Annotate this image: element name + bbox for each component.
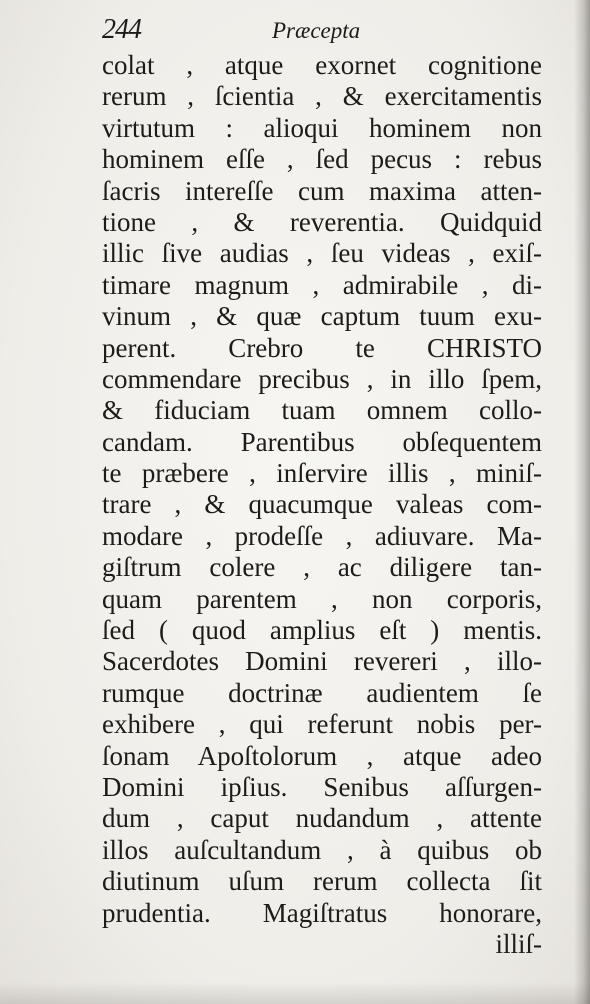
page-bottom-shadow [0,982,590,1004]
text-line: illos auſcultandum , à quibus ob [102,834,542,865]
text-line: quam parentem , non corporis, [102,583,542,614]
text-line: hominem eſſe , ſed pecus : rebus [102,144,542,175]
page-edge-shadow [574,0,590,1004]
text-line: ſacris intereſſe cum maxima atten- [102,175,542,206]
text-line: & fiduciam tuam omnem collo- [102,395,542,426]
text-line: trare , & quacumque valeas com- [102,489,542,520]
page-header [102,14,542,48]
catchword: illiſ- [495,928,542,959]
text-line: prudentia. Magiſtratus honorare, [102,897,542,928]
page-number: 244 [102,14,141,45]
text-line: virtutum : alioqui hominem non [102,112,542,143]
text-line: Domini ipſius. Senibus aſſurgen- [102,771,542,802]
text-line: tione , & reverentia. Quidquid [102,206,542,237]
text-line: commendare precibus , in illo ſpem, [102,363,542,394]
text-line: te præbere , inſervire illis , miniſ- [102,458,542,489]
text-line: exhibere , qui referunt nobis per- [102,709,542,740]
text-line: modare , prodeſſe , adiuvare. Ma- [102,520,542,551]
text-line: ſonam Apoſtolorum , atque adeo [102,740,542,771]
text-line: rerum , ſcientia , & exercitamentis [102,81,542,112]
text-line: ſed ( quod amplius eſt ) mentis. [102,615,542,646]
body-text [102,50,542,960]
text-line: vinum , & quæ captum tuum exu- [102,301,542,332]
text-line: perent. Crebro te CHRISTO [102,332,542,363]
text-line: candam. Parentibus obſequentem [102,426,542,457]
text-line: timare magnum , admirabile , di- [102,269,542,300]
text-line: Sacerdotes Domini revereri , illo- [102,646,542,677]
text-line: giſtrum colere , ac diligere tan- [102,552,542,583]
text-line: illic ſive audias , ſeu videas , exiſ- [102,238,542,269]
text-line: rumque doctrinæ audientem ſe [102,677,542,708]
text-line: diutinum uſum rerum collecta ſit [102,866,542,897]
text-line: colat , atque exornet cognitione [102,50,542,80]
text-line: dum , caput nudandum , attente [102,803,542,834]
running-title: Præcepta [272,18,361,43]
